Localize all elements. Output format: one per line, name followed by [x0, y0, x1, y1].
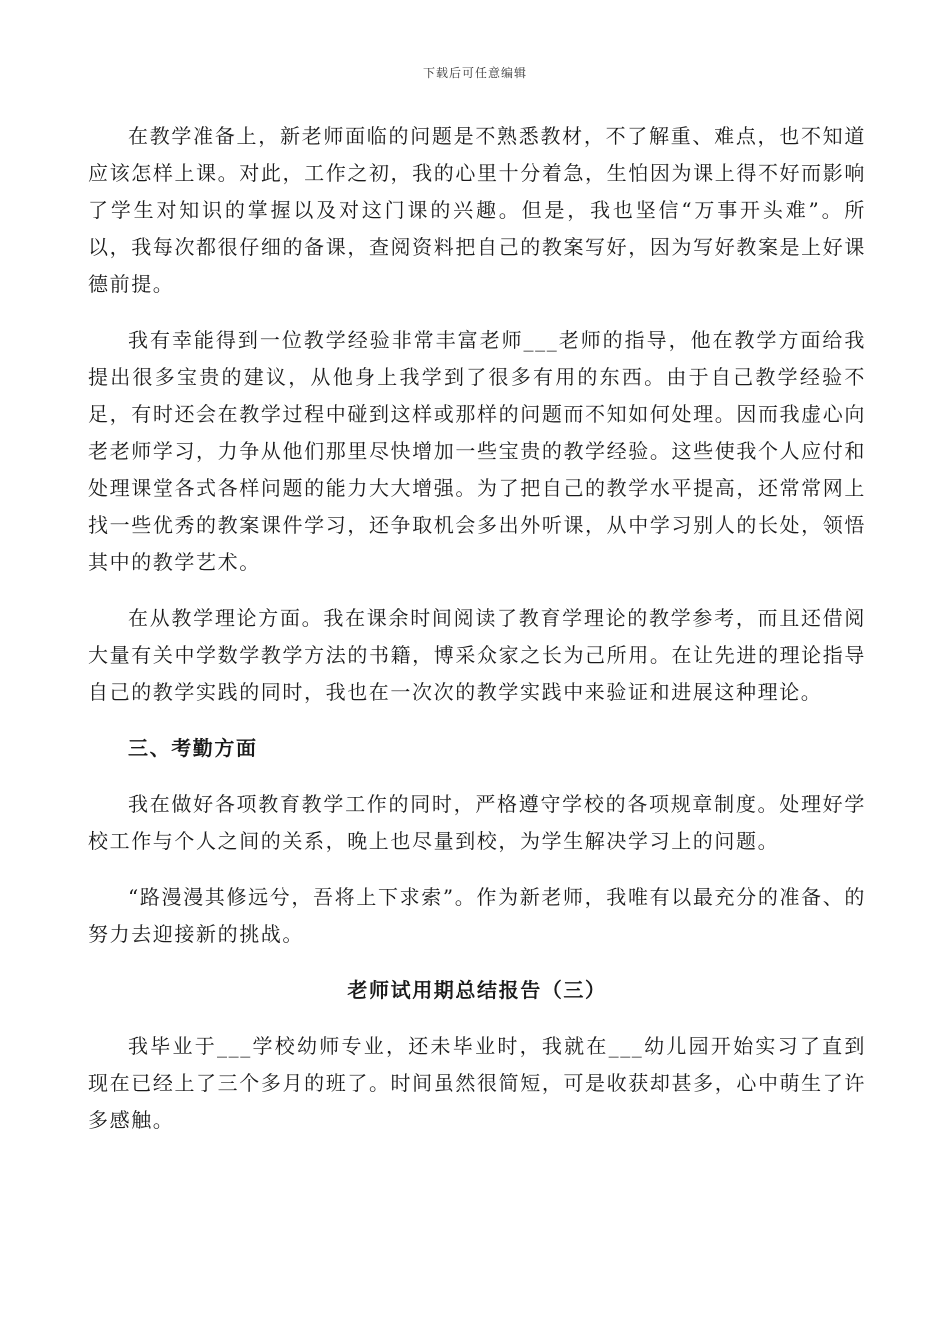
document-body — [88, 118, 866, 1158]
paragraph-mentor-guidance: 我有幸能得到一位教学经验非常丰富老师___老师的指导，他在教学方面给我提出很多宝贵的建议，从他身上我学到了很多有用的东西。由于自己教学经验不足，有时还会在教学过程中碰到这样或那样的问题而不知如何处理。因而我虚心向老老师学习，力争从他们那里尽快增加一些宝贵的教学经验。这些使我个人应付和处理课堂各式各样问题的能力大大增强。为了把自己的教学水平提高，还常常网上找一些优秀的教案课件学习，还争取机会多出外听课，从中学习别人的长处，领悟其中的教学艺术。 — [88, 328, 866, 574]
paragraph-teaching-theory: 在从教学理论方面。我在课余时间阅读了教育学理论的教学参考，而且还借阅大量有关中学数学教学方法的书籍，博采众家之长为己所用。在让先进的理论指导自己的教学实践的同时，我也在一次次的教学实践中来验证和进展这种理论。 — [88, 606, 866, 704]
section-heading-attendance: 三、考勤方面 — [128, 736, 258, 760]
header-note: 下载后可任意编辑 — [422, 66, 527, 80]
paragraph-closing-quote: “路漫漫其修远兮，吾将上下求索”。作为新老师，我唯有以最充分的准备、的努力去迎接新的挑战。 — [88, 885, 866, 946]
paragraph-attendance: 我在做好各项教育教学工作的同时，严格遵守学校的各项规章制度。处理好学校工作与个人之间的关系，晚上也尽量到校，为学生解决学习上的问题。 — [88, 792, 866, 853]
paragraph-teaching-preparation: 在教学准备上，新老师面临的问题是不熟悉教材，不了解重、难点，也不知道应该怎样上课。对此，工作之初，我的心里十分着急，生怕因为课上得不好而影响了学生对知识的掌握以及对这门课的兴趣。但是，我也坚信“万事开头难”。所以，我每次都很仔细的备课，查阅资料把自己的教案写好，因为写好教案是上好课德前提。 — [88, 124, 866, 296]
report-title: 老师试用期总结报告（三） — [347, 978, 607, 1002]
paragraph-report-intro: 我毕业于___学校幼师专业，还未毕业时，我就在___幼儿园开始实习了直到现在已经上了三个多月的班了。时间虽然很简短，可是收获却甚多，心中萌生了许多感触。 — [88, 1034, 866, 1132]
